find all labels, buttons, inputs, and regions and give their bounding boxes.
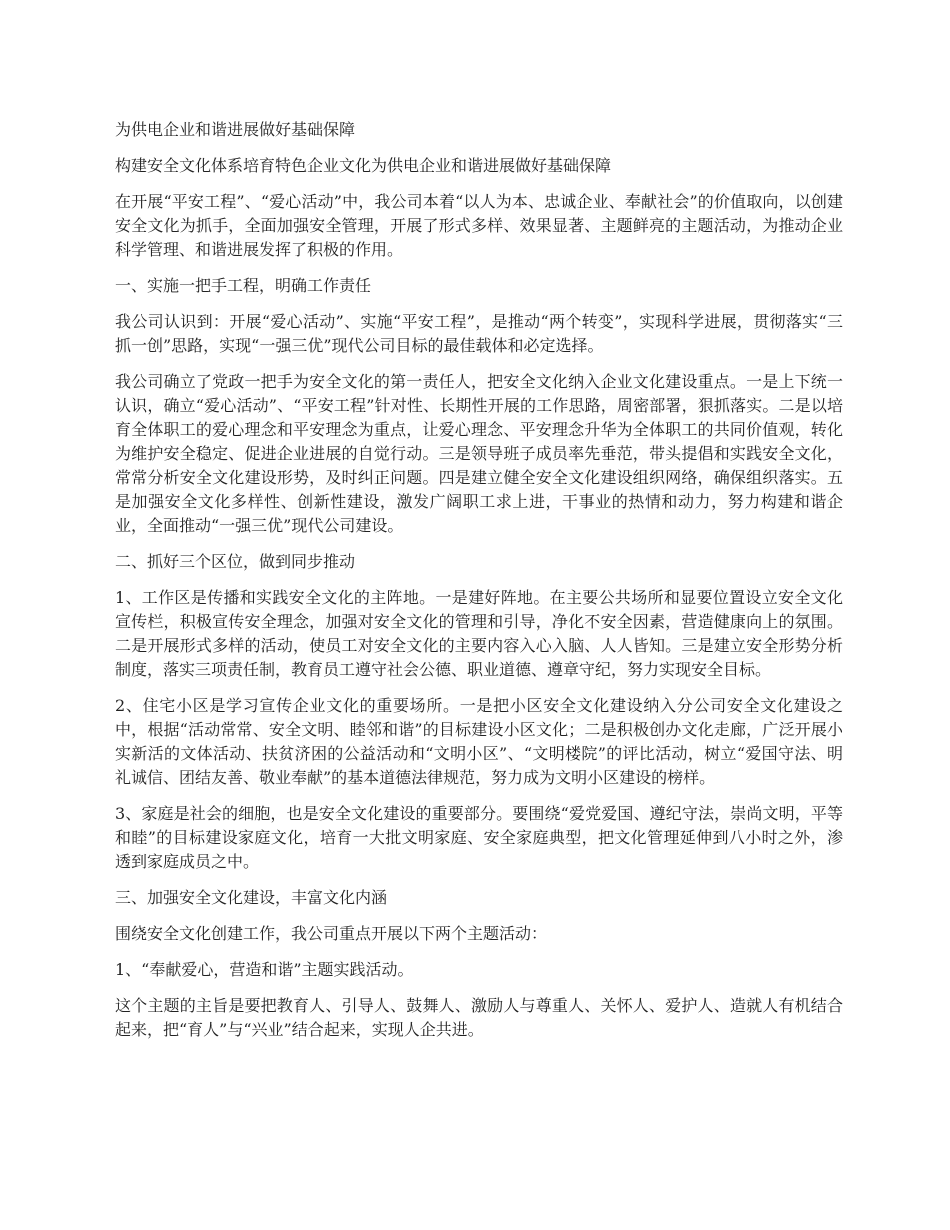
body-paragraph: 围绕安全文化创建工作，我公司重点开展以下两个主题活动： bbox=[115, 924, 548, 943]
body-paragraph: 我公司确立了党政一把手为安全文化的第一责任人，把安全文化纳入企业文化建设重点。一是上下统一认识，确立“爱心活动”、“平安工程”针对性、长期性开展的工作思路，周密部署，狠抓落实。二是以培育全体职工的爱心理念和平安理念为重点，让爱心理念、平安理念升华为全体职工的共同价值观，转化为维护安全稳定、促进企业进展的自觉行动。三是领导班子成员率先垂范，带头提倡和实践安全文化，常常分析安全文化建设形势，及时纠正问题。四是建立健全安全文化建设组织网络，确保组织落实。五是加强安全文化多样性、创新性建设，激发广阔职工求上进，干事业的热情和动力，努力构建和谐企业，全面推动“一强三优”现代公司建设。 bbox=[115, 372, 843, 535]
document-page bbox=[115, 118, 843, 1054]
intro-paragraph: 在开展“平安工程”、“爱心活动”中，我公司本着“以人为本、忠诚企业、奉献社会”的价值取向，以创建安全文化为抓手，全面加强安全管理，开展了形式多样、效果显著、主题鲜亮的主题活动，为推动企业科学管理、和谐进展发挥了积极的作用。 bbox=[115, 192, 843, 259]
subheading-paragraph: 1、“奉献爱心，营造和谐”主题实践活动。 bbox=[115, 960, 414, 979]
body-paragraph: 3、家庭是社会的细胞，也是安全文化建设的重要部分。要围绕“爱党爱国、遵纪守法，崇尚文明，平等和睦”的目标建设家庭文化，培育一大批文明家庭、安全家庭典型，把文化管理延伸到八小时之外，渗透到家庭成员之中。 bbox=[115, 804, 843, 871]
section-heading-1: 一、实施一把手工程，明确工作责任 bbox=[115, 276, 372, 295]
body-paragraph: 我公司认识到：开展“爱心活动”、实施“平安工程”，是推动“两个转变”，实现科学进展，贯彻落实“三抓一创”思路，实现“一强三优”现代公司目标的最佳载体和必定选择。 bbox=[115, 312, 843, 355]
body-paragraph: 1、工作区是传播和实践安全文化的主阵地。一是建好阵地。在主要公共场所和显要位置设立安全文化宣传栏，积极宣传安全理念，加强对安全文化的管理和引导，净化不安全因素，营造健康向上的氛围。二是开展形式多样的活动，使员工对安全文化的主要内容入心入脑、人人皆知。三是建立安全形势分析制度，落实三项责任制，教育员工遵守社会公德、职业道德、遵章守纪，努力实现安全目标。 bbox=[115, 588, 843, 679]
body-paragraph: 这个主题的主旨是要把教育人、引导人、鼓舞人、激励人与尊重人、关怀人、爱护人、造就人有机结合起来，把“育人”与“兴业”结合起来，实现人企共进。 bbox=[115, 996, 843, 1039]
document-title: 为供电企业和谐进展做好基础保障 bbox=[115, 120, 356, 139]
section-heading-3: 三、加强安全文化建设，丰富文化内涵 bbox=[115, 888, 388, 907]
body-paragraph: 2、住宅小区是学习宣传企业文化的重要场所。一是把小区安全文化建设纳入分公司安全文化建设之中，根据“活动常常、安全文明、睦邻和谐”的目标建设小区文化；二是积极创办文化走廊，广泛开展小实新活的文体活动、扶贫济困的公益活动和“文明小区”、“文明楼院”的评比活动，树立“爱国守法、明礼诚信、团结友善、敬业奉献”的基本道德法律规范，努力成为文明小区建设的榜样。 bbox=[115, 696, 843, 787]
document-subtitle: 构建安全文化体系培育特色企业文化为供电企业和谐进展做好基础保障 bbox=[115, 156, 612, 175]
section-heading-2: 二、抓好三个区位，做到同步推动 bbox=[115, 552, 356, 571]
